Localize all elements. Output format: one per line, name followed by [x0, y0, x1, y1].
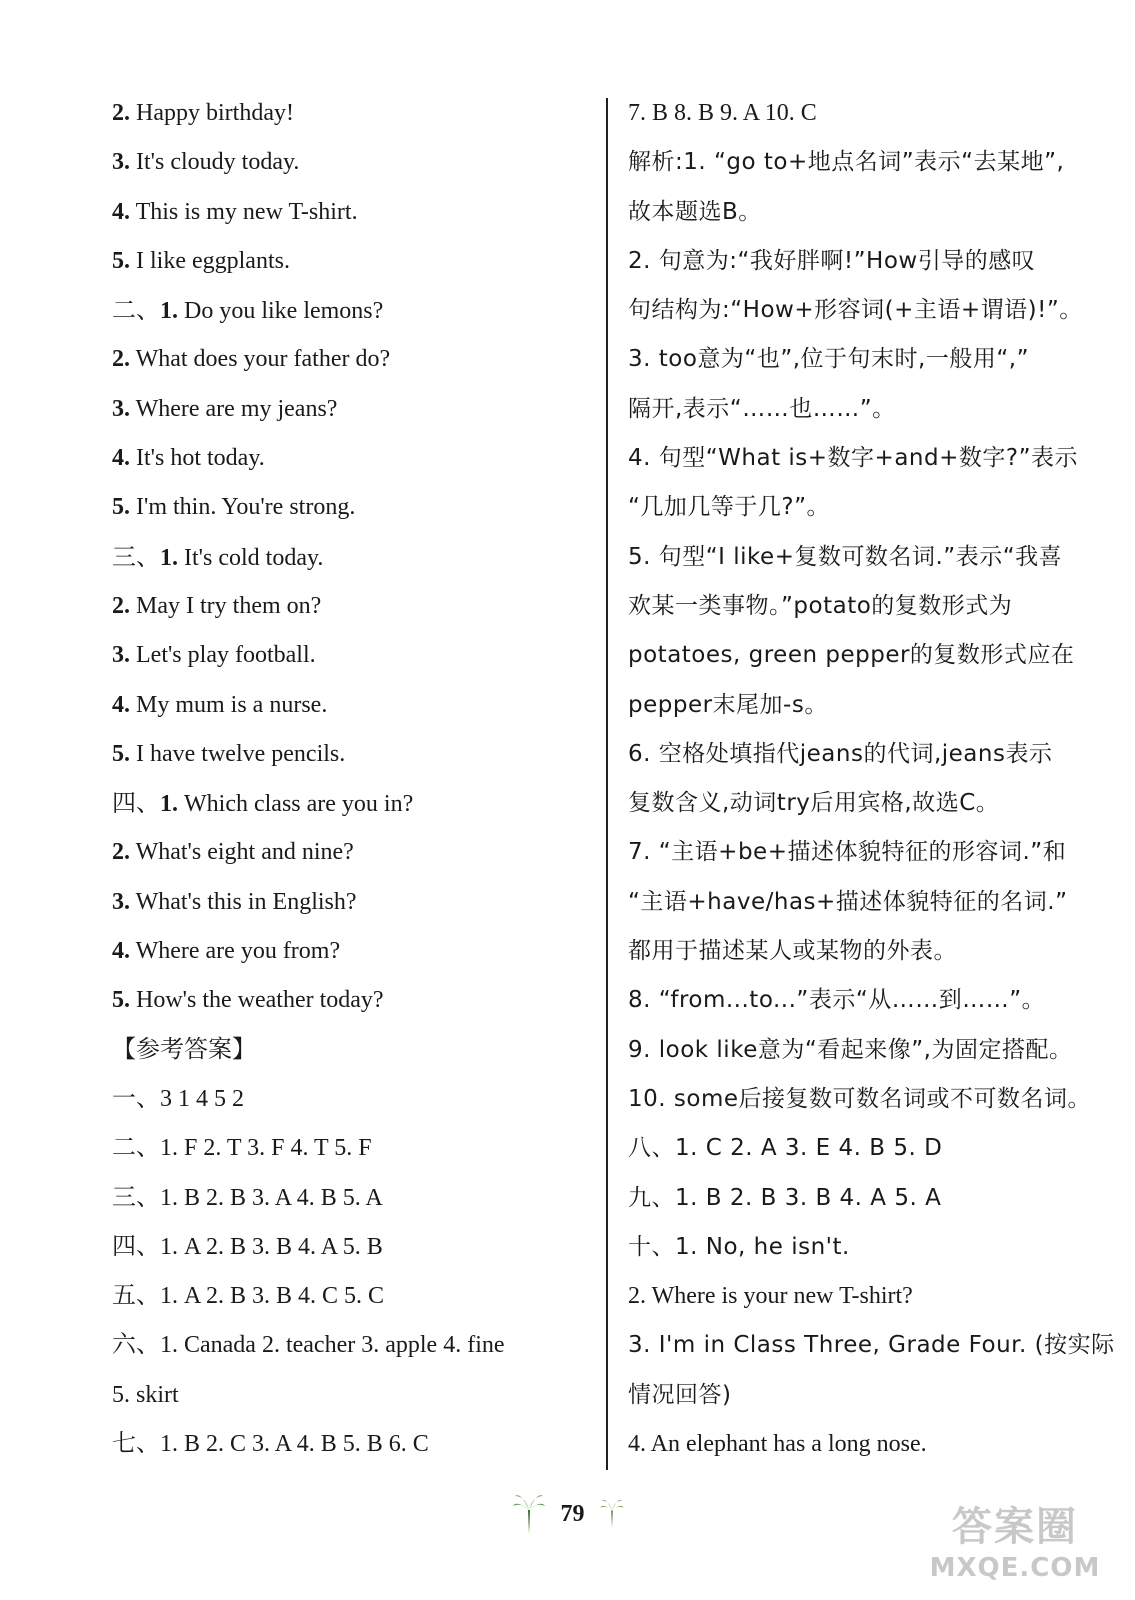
- line-text: 五、1. A 2. B 3. B 4. C 5. C: [112, 1283, 385, 1310]
- answer-line: [112, 191, 600, 240]
- watermark-line1: 答案圈: [952, 1504, 1078, 1550]
- line-text: It's cloudy today.: [130, 149, 300, 176]
- line-text: 一、3 1 4 5 2: [112, 1085, 244, 1112]
- palm-tree-icon: [511, 1490, 547, 1539]
- line-text: I have twelve pencils.: [130, 740, 346, 767]
- answer-line: [112, 289, 600, 338]
- explanation-line: 2. 句意为:“我好胖啊!”How引导的感叹: [628, 247, 1036, 274]
- answer-line: [112, 684, 600, 733]
- item-number: 5.: [112, 494, 130, 521]
- palm-tree-icon: [599, 1496, 625, 1533]
- answer-line: [112, 536, 600, 585]
- line-text: Where are my jeans?: [130, 395, 338, 422]
- item-number: 2.: [112, 839, 130, 866]
- section-prefix: 四、: [112, 789, 160, 818]
- explanation-line: 复数含义,动词try后用宾格,故选C。: [628, 790, 1000, 817]
- page-number: 79: [560, 1501, 585, 1527]
- explanation-line: 2. Where is your new T-shirt?: [628, 1283, 913, 1310]
- explanation-line: “主语+have/has+描述体貌特征的名词.”: [628, 888, 1068, 915]
- line-text: 5. skirt: [112, 1381, 179, 1408]
- explanation-line: 九、1. B 2. B 3. B 4. A 5. A: [628, 1184, 942, 1211]
- item-number: 2.: [112, 346, 130, 373]
- column-divider: [606, 98, 608, 1470]
- explanation-line: 3. too意为“也”,位于句末时,一般用“,”: [628, 346, 1030, 373]
- explanation-line: 8. “from...to...”表示“从……到……”。: [628, 987, 1046, 1014]
- answer-line: [112, 1177, 600, 1226]
- answer-line: [112, 486, 600, 535]
- explanation-line: 4. 句型“What is+数字+and+数字?”表示: [628, 445, 1078, 472]
- item-number: 3.: [112, 642, 130, 669]
- explanation-line: 6. 空格处填指代jeans的代词,jeans表示: [628, 740, 1053, 767]
- item-number: 3.: [112, 888, 130, 915]
- line-text: 六、1. Canada 2. teacher 3. apple 4. fine: [112, 1332, 505, 1359]
- line-text: Let's play football.: [130, 642, 316, 669]
- answer-line: [112, 831, 600, 880]
- explanation-line: 隔开,表示“……也……”。: [628, 395, 896, 422]
- item-number: 4.: [112, 198, 130, 225]
- item-number: 2.: [112, 100, 130, 126]
- line-text: It's cold today.: [178, 544, 324, 571]
- left-column: [112, 92, 600, 1472]
- answer-line: [112, 1423, 600, 1472]
- answer-line: [112, 1226, 600, 1275]
- answer-line: [112, 338, 600, 387]
- line-text: 三、1. B 2. B 3. A 4. B 5. A: [112, 1184, 383, 1211]
- item-number: 5.: [112, 987, 130, 1014]
- explanation-line: 3. I'm in Class Three, Grade Four. (按实际: [628, 1332, 1115, 1359]
- line-text: This is my new T-shirt.: [130, 198, 358, 225]
- line-text: How's the weather today?: [130, 987, 384, 1014]
- answer-line: [112, 782, 600, 831]
- answer-line: [112, 634, 600, 683]
- item-number: 2.: [112, 592, 130, 619]
- line-text: I'm thin. You're strong.: [130, 494, 356, 521]
- line-text: What's this in English?: [130, 888, 357, 915]
- line-text: 七、1. B 2. C 3. A 4. B 5. B 6. C: [112, 1431, 429, 1458]
- watermark-line2: MXQE.COM: [929, 1553, 1101, 1583]
- section-prefix: 二、: [112, 296, 160, 325]
- explanation-line: 故本题选B。: [628, 198, 762, 225]
- right-column: [628, 92, 1115, 1472]
- answer-line: [112, 585, 600, 634]
- explanation-line: 十、1. No, he isn't.: [628, 1233, 850, 1260]
- explanation-line: 9. look like意为“看起来像”,为固定搭配。: [628, 1036, 1073, 1063]
- explanation-line: 4. An elephant has a long nose.: [628, 1431, 927, 1458]
- answer-line: [112, 437, 600, 486]
- item-number: 4.: [112, 938, 130, 965]
- line-text: Where are you from?: [130, 938, 341, 965]
- explanation-line: 欢某一类事物。”potato的复数形式为: [628, 592, 1013, 619]
- line-text: What does your father do?: [130, 346, 391, 373]
- explanation-line: 解析:1. “go to+地点名词”表示“去某地”,: [628, 149, 1065, 176]
- answer-line: [112, 1029, 600, 1078]
- answer-line: [112, 388, 600, 437]
- answer-line: [112, 1127, 600, 1176]
- line-text: Which class are you in?: [178, 791, 414, 818]
- line-text: 二、1. F 2. T 3. F 4. T 5. F: [112, 1135, 372, 1162]
- section-prefix: 三、: [112, 542, 160, 571]
- line-text: My mum is a nurse.: [130, 691, 328, 718]
- answer-line: [112, 141, 600, 190]
- answer-line: [112, 881, 600, 930]
- line-text: It's hot today.: [130, 445, 265, 472]
- explanation-line: 句结构为:“How+形容词(+主语+谓语)!”。: [628, 297, 1083, 324]
- explanation-line: 7. “主语+be+描述体貌特征的形容词.”和: [628, 839, 1067, 866]
- line-text: What's eight and nine?: [130, 839, 354, 866]
- item-number: 1.: [160, 791, 178, 818]
- answer-line: [112, 92, 600, 141]
- line-text: May I try them on?: [130, 592, 322, 619]
- answer-line: [112, 979, 600, 1028]
- explanation-line: 都用于描述某人或某物的外表。: [628, 938, 957, 965]
- item-number: 1.: [160, 298, 178, 325]
- line-text: 【参考答案】: [112, 1036, 256, 1063]
- explanation-line: “几加几等于几?”。: [628, 494, 831, 521]
- line-text: I like eggplants.: [130, 247, 290, 274]
- answer-line: [112, 1275, 600, 1324]
- explanation-line: 7. B 8. B 9. A 10. C: [628, 100, 817, 126]
- item-number: 1.: [160, 544, 178, 571]
- explanation-line: pepper末尾加-s。: [628, 691, 828, 718]
- line-text: Do you like lemons?: [178, 298, 384, 325]
- answer-line: [112, 1324, 600, 1373]
- watermark: [915, 1502, 1115, 1592]
- explanation-line: 5. 句型“I like+复数可数名词.”表示“我喜: [628, 543, 1063, 570]
- item-number: 5.: [112, 247, 130, 274]
- explanation-line: 八、1. C 2. A 3. E 4. B 5. D: [628, 1135, 943, 1162]
- item-number: 4.: [112, 445, 130, 472]
- answer-line: [112, 1078, 600, 1127]
- item-number: 5.: [112, 740, 130, 767]
- line-text: 四、1. A 2. B 3. B 4. A 5. B: [112, 1233, 383, 1260]
- item-number: 3.: [112, 149, 130, 176]
- item-number: 3.: [112, 395, 130, 422]
- explanation-line: potatoes, green pepper的复数形式应在: [628, 642, 1075, 669]
- answer-line: [112, 733, 600, 782]
- item-number: 4.: [112, 691, 130, 718]
- answer-line: [112, 240, 600, 289]
- line-text: Happy birthday!: [130, 100, 294, 126]
- explanation-line: 情况回答): [628, 1381, 732, 1408]
- explanation-line: 10. some后接复数可数名词或不可数名词。: [628, 1085, 1091, 1112]
- answer-line: [112, 930, 600, 979]
- answer-line: [112, 1374, 600, 1423]
